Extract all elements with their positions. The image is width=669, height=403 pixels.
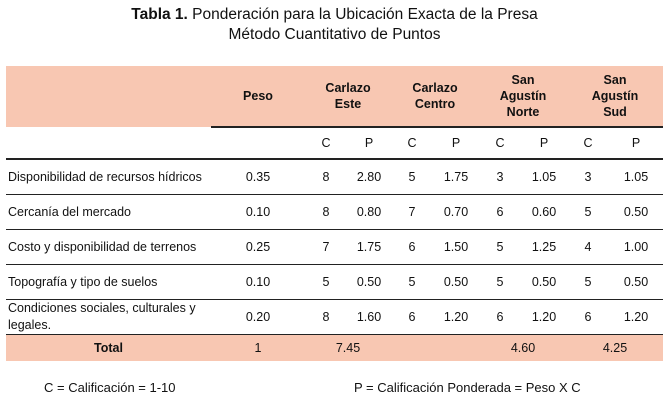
value-cell: 3 — [567, 159, 609, 195]
value-cell: 0.50 — [609, 265, 663, 300]
total-value: 4.60 — [479, 335, 567, 362]
value-cell: 0.50 — [347, 265, 391, 300]
subheader-c: C — [391, 127, 433, 159]
subheader-c: C — [305, 127, 347, 159]
table-row — [6, 195, 663, 230]
value-cell: 1.20 — [521, 300, 567, 335]
total-label: Total — [6, 335, 211, 362]
value-cell: 1.05 — [609, 159, 663, 195]
value-cell: 7 — [391, 195, 433, 230]
footnote-p: P = Calificación Ponderada = Peso X C — [354, 380, 581, 395]
header-location: Carlazo Centro — [391, 66, 479, 127]
header-location: San Agustín Norte — [479, 66, 567, 127]
value-cell: 0.50 — [521, 265, 567, 300]
value-cell: 1.50 — [433, 230, 479, 265]
peso-cell: 0.35 — [211, 159, 305, 195]
value-cell: 8 — [305, 159, 347, 195]
subheader-row — [6, 127, 663, 159]
value-cell: 0.50 — [609, 195, 663, 230]
criterion-cell: Cercanía del mercado — [6, 195, 211, 230]
header-location: Carlazo Este — [305, 66, 391, 127]
caption-text: Ponderación para la Ubicación Exacta de la Presa — [187, 6, 538, 23]
header-criterion — [6, 66, 211, 127]
value-cell: 1.75 — [433, 159, 479, 195]
value-cell: 5 — [479, 265, 521, 300]
total-row — [6, 335, 663, 362]
value-cell: 1.25 — [521, 230, 567, 265]
footnote-c: C = Calificación = 1-10 — [44, 380, 176, 395]
value-cell: 3 — [479, 159, 521, 195]
value-cell: 5 — [391, 159, 433, 195]
value-cell: 0.60 — [521, 195, 567, 230]
caption-line-2: Método Cuantitativo de Puntos — [228, 26, 441, 43]
subheader-p: P — [347, 127, 391, 159]
value-cell: 5 — [305, 265, 347, 300]
peso-cell: 0.25 — [211, 230, 305, 265]
caption-line-1 — [0, 5, 669, 25]
caption-label: Tabla 1. — [131, 6, 188, 23]
total-peso: 1 — [211, 335, 305, 362]
value-cell: 5 — [567, 265, 609, 300]
value-cell: 1.20 — [433, 300, 479, 335]
value-cell: 6 — [479, 195, 521, 230]
criterion-cell: Disponibilidad de recursos hídricos — [6, 159, 211, 195]
table-row — [6, 300, 663, 335]
header-peso: Peso — [211, 66, 305, 127]
value-cell: 1.00 — [609, 230, 663, 265]
value-cell: 5 — [567, 195, 609, 230]
value-cell: 4 — [567, 230, 609, 265]
value-cell: 1.60 — [347, 300, 391, 335]
value-cell: 8 — [305, 300, 347, 335]
subheader-p: P — [433, 127, 479, 159]
value-cell: 6 — [391, 300, 433, 335]
table-row — [6, 230, 663, 265]
table-caption — [0, 5, 669, 45]
criterion-cell: Condiciones sociales, culturales y legales. — [6, 300, 211, 335]
value-cell: 6 — [479, 300, 521, 335]
subheader-c: C — [567, 127, 609, 159]
peso-cell: 0.10 — [211, 195, 305, 230]
peso-cell: 0.10 — [211, 265, 305, 300]
total-value: 7.45 — [305, 335, 391, 362]
total-value: 4.25 — [567, 335, 663, 362]
criterion-cell: Topografía y tipo de suelos — [6, 265, 211, 300]
subheader-c: C — [479, 127, 521, 159]
value-cell: 2.80 — [347, 159, 391, 195]
header-location: San Agustín Sud — [567, 66, 663, 127]
criterion-cell: Costo y disponibilidad de terrenos — [6, 230, 211, 265]
value-cell: 0.80 — [347, 195, 391, 230]
weighting-table — [6, 66, 663, 361]
table-row — [6, 159, 663, 195]
value-cell: 0.70 — [433, 195, 479, 230]
peso-cell: 0.20 — [211, 300, 305, 335]
value-cell: 6 — [391, 230, 433, 265]
subheader-p: P — [609, 127, 663, 159]
value-cell: 8 — [305, 195, 347, 230]
value-cell: 5 — [391, 265, 433, 300]
header-row — [6, 66, 663, 127]
table-row — [6, 265, 663, 300]
value-cell: 1.05 — [521, 159, 567, 195]
value-cell: 0.50 — [433, 265, 479, 300]
value-cell: 7 — [305, 230, 347, 265]
value-cell: 5 — [479, 230, 521, 265]
value-cell: 1.75 — [347, 230, 391, 265]
value-cell: 1.20 — [609, 300, 663, 335]
value-cell: 6 — [567, 300, 609, 335]
subheader-p: P — [521, 127, 567, 159]
total-value — [391, 335, 479, 362]
